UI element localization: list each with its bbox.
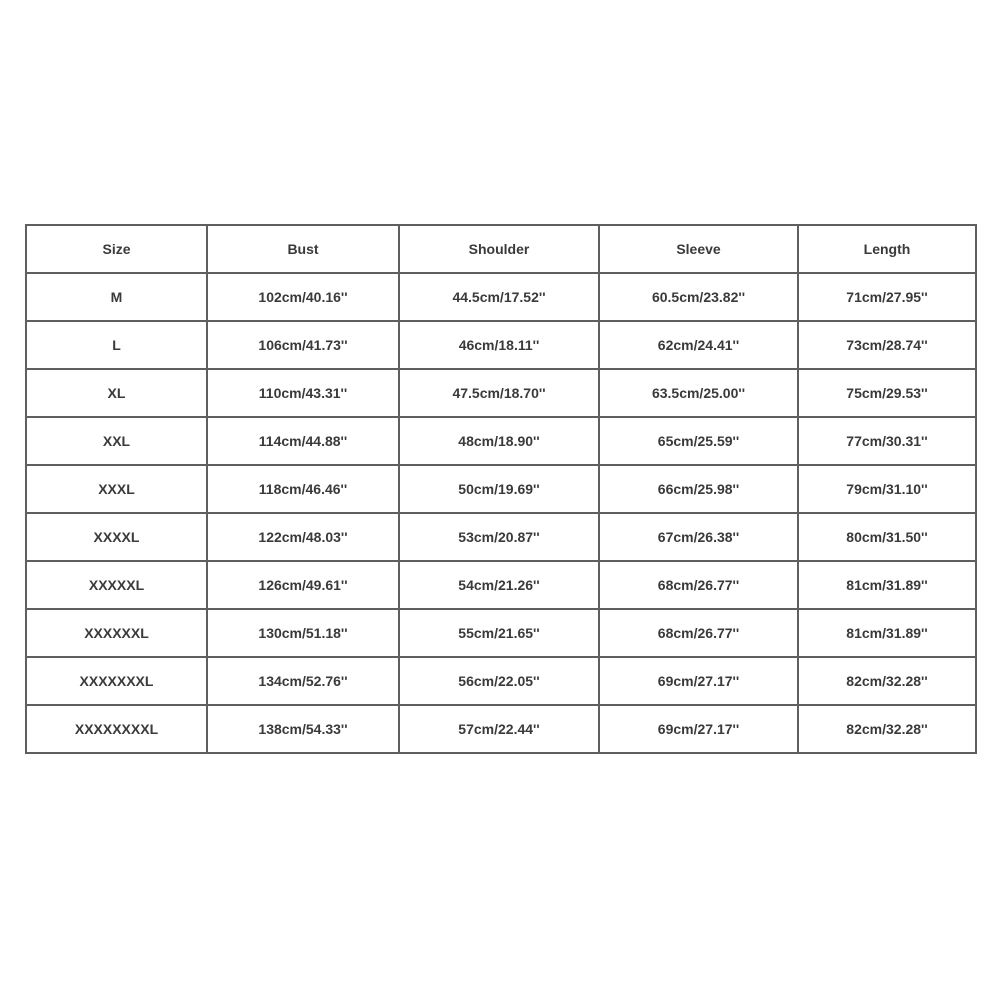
cell-size: XXXXXL bbox=[26, 561, 207, 609]
cell-bust: 130cm/51.18'' bbox=[207, 609, 399, 657]
cell-length: 71cm/27.95'' bbox=[798, 273, 976, 321]
cell-shoulder: 57cm/22.44'' bbox=[399, 705, 599, 753]
cell-bust: 134cm/52.76'' bbox=[207, 657, 399, 705]
cell-shoulder: 44.5cm/17.52'' bbox=[399, 273, 599, 321]
cell-sleeve: 63.5cm/25.00'' bbox=[599, 369, 798, 417]
cell-length: 82cm/32.28'' bbox=[798, 657, 976, 705]
cell-bust: 106cm/41.73'' bbox=[207, 321, 399, 369]
header-size: Size bbox=[26, 225, 207, 273]
cell-size: XXL bbox=[26, 417, 207, 465]
table-row bbox=[26, 657, 976, 705]
table-row bbox=[26, 273, 976, 321]
cell-size: XXXL bbox=[26, 465, 207, 513]
cell-sleeve: 66cm/25.98'' bbox=[599, 465, 798, 513]
cell-sleeve: 68cm/26.77'' bbox=[599, 609, 798, 657]
size-chart-table bbox=[25, 224, 977, 754]
cell-bust: 102cm/40.16'' bbox=[207, 273, 399, 321]
cell-shoulder: 46cm/18.11'' bbox=[399, 321, 599, 369]
cell-shoulder: 53cm/20.87'' bbox=[399, 513, 599, 561]
cell-size: XL bbox=[26, 369, 207, 417]
cell-bust: 138cm/54.33'' bbox=[207, 705, 399, 753]
cell-sleeve: 69cm/27.17'' bbox=[599, 705, 798, 753]
cell-sleeve: 65cm/25.59'' bbox=[599, 417, 798, 465]
size-chart-body bbox=[26, 273, 976, 753]
size-chart-header bbox=[26, 225, 976, 273]
header-row bbox=[26, 225, 976, 273]
header-length: Length bbox=[798, 225, 976, 273]
cell-size: L bbox=[26, 321, 207, 369]
table-row bbox=[26, 321, 976, 369]
cell-size: XXXXXXXL bbox=[26, 657, 207, 705]
cell-bust: 118cm/46.46'' bbox=[207, 465, 399, 513]
cell-length: 80cm/31.50'' bbox=[798, 513, 976, 561]
cell-shoulder: 50cm/19.69'' bbox=[399, 465, 599, 513]
table-row bbox=[26, 561, 976, 609]
cell-length: 77cm/30.31'' bbox=[798, 417, 976, 465]
cell-size: XXXXXXXXL bbox=[26, 705, 207, 753]
cell-shoulder: 47.5cm/18.70'' bbox=[399, 369, 599, 417]
cell-bust: 110cm/43.31'' bbox=[207, 369, 399, 417]
cell-length: 79cm/31.10'' bbox=[798, 465, 976, 513]
table-row bbox=[26, 609, 976, 657]
cell-bust: 114cm/44.88'' bbox=[207, 417, 399, 465]
cell-sleeve: 67cm/26.38'' bbox=[599, 513, 798, 561]
cell-length: 73cm/28.74'' bbox=[798, 321, 976, 369]
cell-shoulder: 56cm/22.05'' bbox=[399, 657, 599, 705]
cell-length: 82cm/32.28'' bbox=[798, 705, 976, 753]
header-shoulder: Shoulder bbox=[399, 225, 599, 273]
cell-length: 75cm/29.53'' bbox=[798, 369, 976, 417]
table-row bbox=[26, 513, 976, 561]
cell-shoulder: 55cm/21.65'' bbox=[399, 609, 599, 657]
cell-sleeve: 62cm/24.41'' bbox=[599, 321, 798, 369]
table-row bbox=[26, 465, 976, 513]
cell-length: 81cm/31.89'' bbox=[798, 561, 976, 609]
cell-size: M bbox=[26, 273, 207, 321]
cell-sleeve: 69cm/27.17'' bbox=[599, 657, 798, 705]
cell-bust: 126cm/49.61'' bbox=[207, 561, 399, 609]
cell-sleeve: 60.5cm/23.82'' bbox=[599, 273, 798, 321]
cell-shoulder: 48cm/18.90'' bbox=[399, 417, 599, 465]
table-row bbox=[26, 705, 976, 753]
cell-shoulder: 54cm/21.26'' bbox=[399, 561, 599, 609]
cell-sleeve: 68cm/26.77'' bbox=[599, 561, 798, 609]
table-row bbox=[26, 369, 976, 417]
header-bust: Bust bbox=[207, 225, 399, 273]
cell-size: XXXXXXL bbox=[26, 609, 207, 657]
cell-size: XXXXL bbox=[26, 513, 207, 561]
table-row bbox=[26, 417, 976, 465]
header-sleeve: Sleeve bbox=[599, 225, 798, 273]
cell-bust: 122cm/48.03'' bbox=[207, 513, 399, 561]
cell-length: 81cm/31.89'' bbox=[798, 609, 976, 657]
